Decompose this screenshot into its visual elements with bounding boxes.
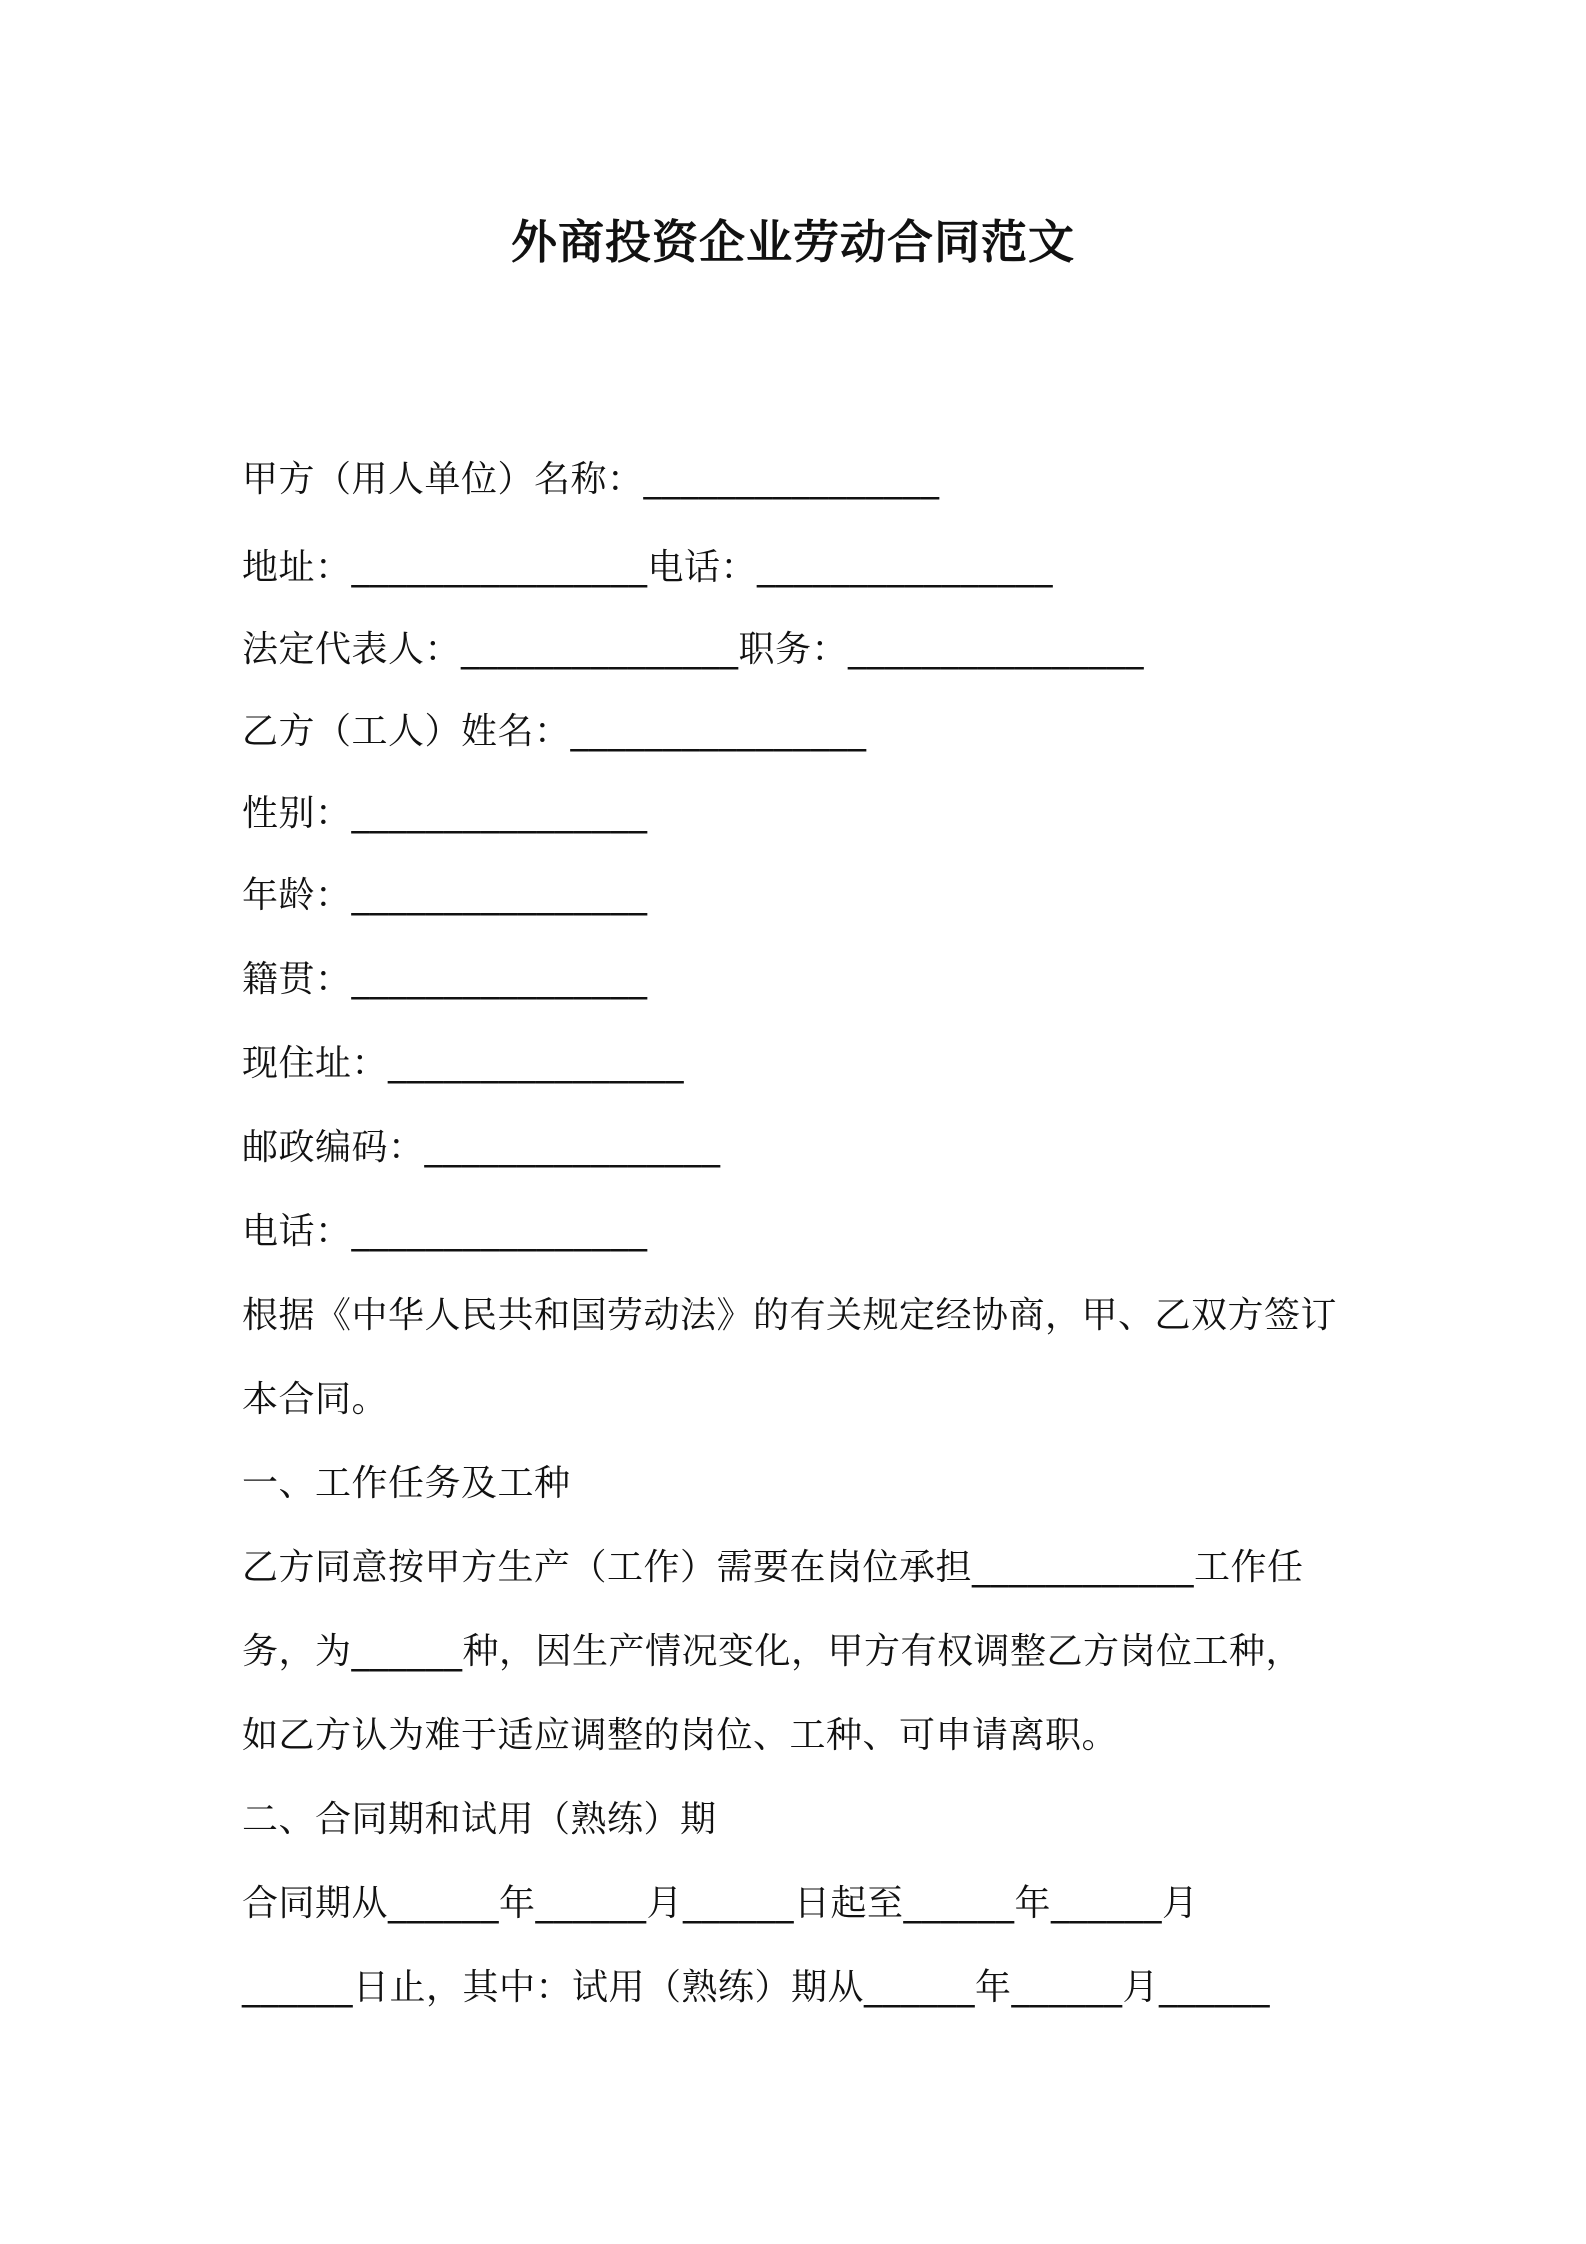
section-1-paragraph-line-2: 务，为______种，因生产情况变化，甲方有权调整乙方岗位工种， bbox=[242, 1631, 1303, 1672]
section-2-paragraph-line-1: 合同期从______年______月______日起至______年______月 bbox=[242, 1883, 1199, 1924]
legal-representative-line: 法定代表人：_______________职务：________________ bbox=[242, 629, 1145, 670]
preamble-line-1: 根据《中华人民共和国劳动法》的有关规定经协商，甲、乙双方签订 bbox=[242, 1295, 1338, 1336]
section-1-heading: 一、工作任务及工种 bbox=[242, 1463, 571, 1504]
document-title: 外商投资企业劳动合同范文 bbox=[511, 215, 1075, 269]
party-b-phone-line: 电话：________________ bbox=[242, 1211, 648, 1252]
age-line: 年龄：________________ bbox=[242, 875, 648, 916]
native-place-line: 籍贯：________________ bbox=[242, 959, 648, 1000]
section-1-paragraph-line-3: 如乙方认为难于适应调整的岗位、工种、可申请离职。 bbox=[242, 1715, 1119, 1756]
section-2-heading: 二、合同期和试用（熟练）期 bbox=[242, 1799, 717, 1840]
address-phone-line: 地址：________________电话：________________ bbox=[242, 547, 1054, 588]
party-a-name-line: 甲方（用人单位）名称：________________ bbox=[242, 459, 940, 500]
gender-line: 性别：________________ bbox=[242, 793, 648, 834]
section-2-paragraph-line-2: ______日止，其中：试用（熟练）期从______年______月______ bbox=[242, 1967, 1271, 2008]
preamble-line-2: 本合同。 bbox=[242, 1379, 389, 1420]
postal-code-line: 邮政编码：________________ bbox=[242, 1127, 721, 1168]
current-address-line: 现住址：________________ bbox=[242, 1043, 685, 1084]
section-1-paragraph-line-1: 乙方同意按甲方生产（工作）需要在岗位承担____________工作任 bbox=[242, 1547, 1304, 1588]
party-b-name-line: 乙方（工人）姓名：________________ bbox=[242, 711, 867, 752]
